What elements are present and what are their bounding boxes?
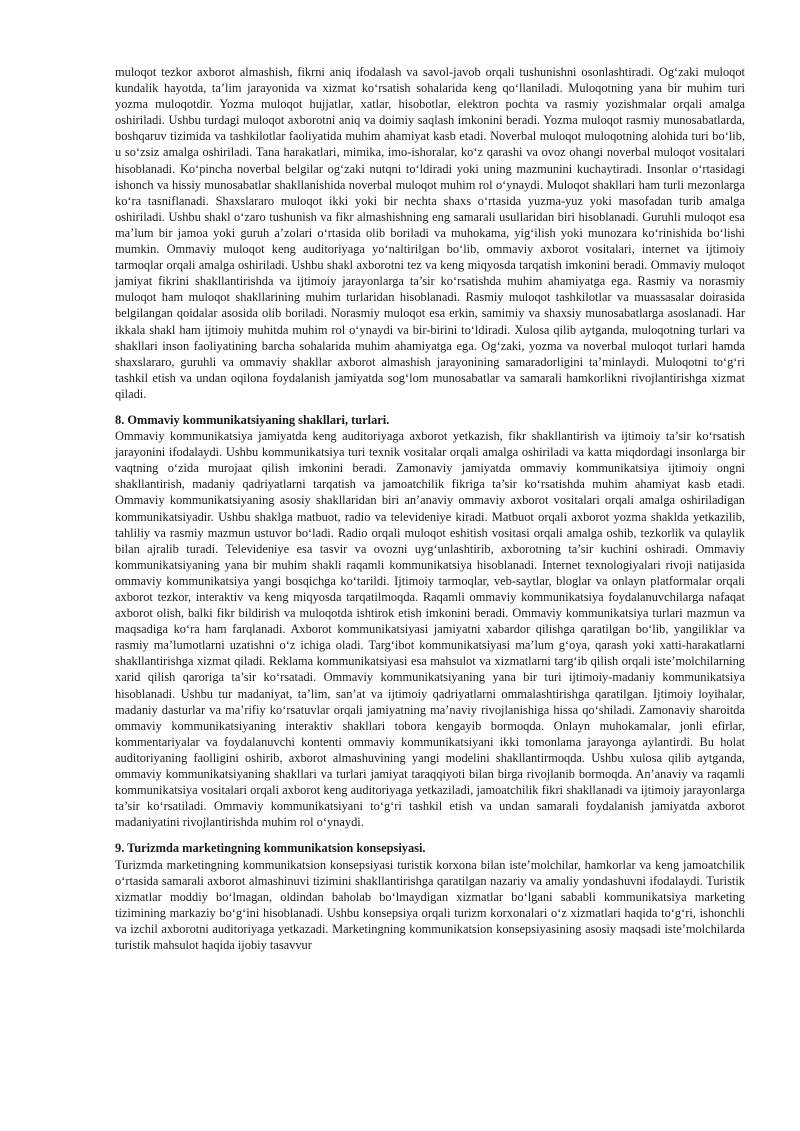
paragraph-turizm-marketing: Turizmda marketingning kommunikatsion konsepsiyasi turistik korxona bilan iste’molchilar, hamkorlar va keng jamoatchilik o‘rtasida samarali axborot almashinuvi tizimini shakllantirishga qaratilgan nazariy va amaliy yondashuvni ifodalaydi. Turistik xizmatlar moddiy bo‘lmagan, oldindan baholab bo‘lmaydigan xizmatlar bo‘lgani sababli kommunikatsiya marketing tizimining markaziy bo‘g‘ini hisoblanadi. Ushbu konsepsiya orqali turizm korxonalari o‘z xizmatlari haqida to‘g‘ri, ishonchli va izchil axborotni auditoriyaga yetkazadi. Marketingning kommunikatsion konsepsiyasining asosiy maqsadi iste’molchilarda turistik mahsulot haqida ijobiy tasavvur <box>115 857 745 952</box>
section-heading-9: 9. Turizmda marketingning kommunikatsion konsepsiyasi. <box>115 841 426 856</box>
section-heading-8: 8. Ommaviy kommunikatsiyaning shakllari, turlari. <box>115 412 390 427</box>
paragraph-ommaviy-kommunikatsiya: Ommaviy kommunikatsiya jamiyatda keng auditoriyaga axborot yetkazish, fikr shakllantirish va ijtimoiy ta’sir ko‘rsatish jarayonini ifodalaydi. Ushbu kommunikatsiya turi texnik vositalar orqali amalga oshiriladi va katta miqdordagi insonlarga bir vaqtning o‘zida murojaat qilish imkonini beradi. Zamonaviy jamiyatda ommaviy kommunikatsiya ijtimoiy ongni shakllantirish, madaniy qadriyatlarni tarqatish va jamoatchilik fikriga ta’sir ko‘rsatishda muhim ahamiyat kasb etadi. Ommaviy kommunikatsiyaning asosiy shakllaridan biri an’anaviy ommaviy axborot vositalari orqali amalga oshiriladigan kommunikatsiyadir. Ushbu shaklga matbuot, radio va televideniye kiradi. Matbuot orqali axborot yozma shaklda yetkazilib, tahliliy va rasmiy mazmun ustuvor bo‘ladi. Radio orqali muloqot eshitish vositasi orqali amalga oshib, tezkorlik va qulaylik bilan ajralib turadi. Televideniye esa tasvir va ovozni uyg‘unlashtirib, axborotning ta’sir kuchini oshiradi. Ommaviy kommunikatsiyaning yana bir muhim shakli raqamli kommunikatsiya hisoblanadi. Internet texnologiyalari rivoji natijasida ommaviy kommunikatsiya yangi bosqichga ko‘tarildi. Ijtimoiy tarmoqlar, veb-saytlar, bloglar va onlayn platformalar orqali axborot tezkor, interaktiv va keng miqyosda tarqatilmoqda. Raqamli ommaviy kommunikatsiya foydalanuvchilarga nafaqat axborot olish, balki fikr bildirish va muloqotda ishtirok etish imkonini beradi. Ommaviy kommunikatsiya turlari mazmun va maqsadiga ko‘ra ham farqlanadi. Axborot kommunikatsiyasi jamiyatni xabardor qilishga qaratilgan bo‘lib, yangiliklar va rasmiy ma’lumotlarni uzatishni o‘z ichiga oladi. Targ‘ibot kommunikatsiyasi ma’lum g‘oya, qarash yoki xatti-harakatlarni shakllantirishga xizmat qiladi. Reklama kommunikatsiyasi esa mahsulot va xizmatlarni targ‘ib qilish orqali iste’molchilarning xarid qilish qaroriga ta’sir ko‘rsatadi. Ommaviy kommunikatsiyaning yana bir turi ijtimoiy-madaniy kommunikatsiya hisoblanadi. Ushbu tur madaniyat, ta’lim, san’at va ijtimoiy qadriyatlarni ommalashtirishga qaratilgan. Ijtimoiy loyihalar, madaniy dasturlar va ma’rifiy ko‘rsatuvlar orqali jamiyatning ma’naviy rivojlanishiga hissa qo‘shiladi. Zamonaviy sharoitda ommaviy kommunikatsiyaning interaktiv shakllari tobora kengayib bormoqda. Onlayn muhokamalar, jonli efirlar, kommentariyalar va foydalanuvchi kontenti ommaviy kommunikatsiyani ikki tomonlama jarayonga aylantirdi. Bu holat auditoriyaning faolligini oshirib, axborot almashuvining yangi modelini shakllantirmoqda. Ushbu xulosa qilib aytganda, ommaviy kommunikatsiyaning shakllari va turlari jamiyat taraqqiyoti bilan birga rivojlanib bormoqda. An’anaviy va raqamli kommunikatsiya vositalari orqali axborot keng auditoriyaga yetkaziladi, jamoatchilik fikri shakllanadi va ijtimoiy jarayonlarga ta’sir ko‘rsatiladi. Ommaviy kommunikatsiyani to‘g‘ri tashkil etish va undan samarali foydalanish jamiyatda axborot madaniyatini rivojlantirishda muhim rol o‘ynaydi. <box>115 429 745 830</box>
paragraph-muloqot-turlari: muloqot tezkor axborot almashish, fikrni aniq ifodalash va savol-javob orqali tushunishni osonlashtiradi. Og‘zaki muloqot kundalik hayotda, ta’lim jarayonida va xizmat ko‘rsatish sohalarida keng qo‘llaniladi. Muloqotning yana bir muhim turi yozma muloqotdir. Yozma muloqot hujjatlar, xatlar, hisobotlar, elektron pochta va rasmiy yozishmalar orqali amalga oshiriladi. Ushbu turdagi muloqot axborotni aniq va doimiy saqlash imkonini beradi. Yozma muloqot rasmiy munosabatlarda, boshqaruv tizimida va tashkilotlar faoliyatida muhim ahamiyat kasb etadi. Noverbal muloqot muloqotning alohida turi bo‘lib, u so‘zsiz amalga oshiriladi. Tana harakatlari, mimika, imo-ishoralar, ko‘z qarashi va ovoz ohangi noverbal muloqot vositalari hisoblanadi. Ko‘pincha noverbal belgilar og‘zaki nutqni to‘ldiradi yoki uning mazmunini kuchaytiradi. Insonlar o‘rtasidagi ishonch va hissiy munosabatlar shakllanishida noverbal muloqot muhim rol o‘ynaydi. Muloqot shakllari ham turli mezonlarga ko‘ra tasniflanadi. Shaxslararo muloqot ikki yoki bir nechta shaxs o‘rtasida yuzma-yuz yoki masofadan turib amalga oshiriladi. Ushbu shakl o‘zaro tushunish va fikr almashishning eng samarali usullaridan biri hisoblanadi. Guruhli muloqot esa ma’lum bir jamoa yoki guruh a’zolari o‘rtasida olib boriladi va muhokama, yig‘ilish yoki munozara ko‘rinishida bo‘lishi mumkin. Ommaviy muloqot keng auditoriyaga yo‘naltirilgan bo‘lib, ommaviy axborot vositalari, internet va ijtimoiy tarmoqlar orqali amalga oshiriladi. Ushbu shakl axborotni tez va keng miqyosda tarqatish imkonini beradi. Ommaviy muloqot jamiyat fikrini shakllantirishda va ijtimoiy jarayonlarga ta’sir ko‘rsatishda muhim ahamiyatga ega. Rasmiy va norasmiy muloqot ham muloqot shakllarining muhim turlaridan hisoblanadi. Rasmiy muloqot tashkilotlar va muassasalar doirasida belgilangan qoidalar asosida olib boriladi. Norasmiy muloqot esa erkin, samimiy va shaxsiy munosabatlarga asoslanadi. Har ikkala shakl ham ijtimoiy muhitda muhim rol o‘ynaydi va bir-birini to‘ldiradi. Xulosa qilib aytganda, muloqotning turlari va shakllari inson faoliyatining barcha sohalarida muhim ahamiyatga ega. Og‘zaki, yozma va noverbal muloqot turlari hamda shaxslararo, guruhli va ommaviy shakllar axborot almashish jarayonining samaradorligini ta’minlaydi. Muloqotni to‘g‘ri tashkil etish va undan oqilona foydalanish jamiyatda sog‘lom munosabatlar va samarali hamkorlikni rivojlantirishga xizmat qiladi. <box>115 65 745 401</box>
